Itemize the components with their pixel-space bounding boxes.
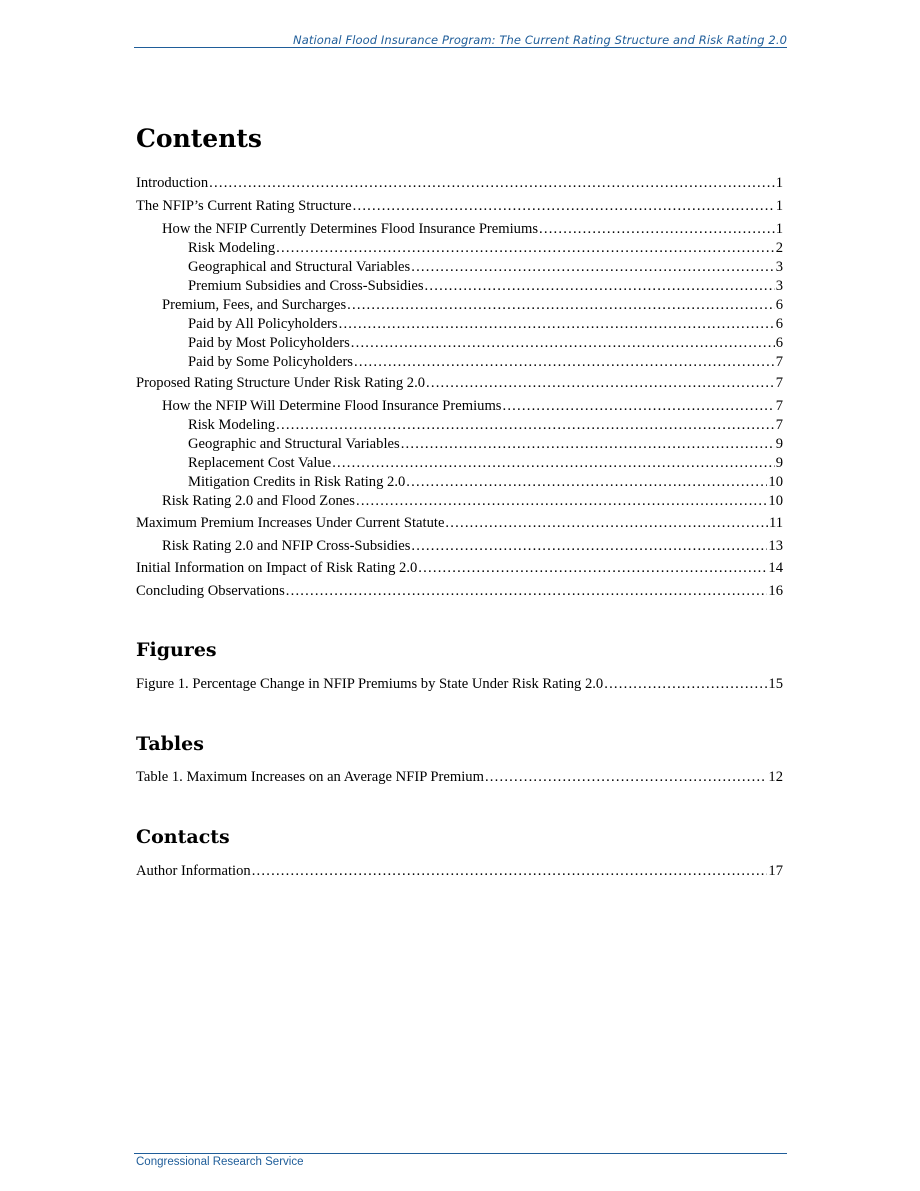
toc-entry[interactable] <box>136 173 783 193</box>
figure-entry-page: 15 <box>768 676 783 692</box>
dot-leader <box>539 219 775 239</box>
toc-entry[interactable] <box>136 581 783 601</box>
table-entry-page: 12 <box>768 769 783 785</box>
dot-leader <box>502 396 774 416</box>
toc-entry-label: How the NFIP Will Determine Flood Insurance Premiums <box>162 398 502 414</box>
toc-entry-page: 14 <box>768 560 783 576</box>
toc-entry-page: 1 <box>775 198 783 214</box>
contact-entry[interactable] <box>136 861 783 881</box>
toc-entry[interactable] <box>136 295 783 315</box>
toc-entry-label: Paid by All Policyholders <box>188 316 338 332</box>
footer-publisher: Congressional Research Service <box>136 1156 304 1168</box>
dot-leader <box>411 536 767 556</box>
toc-entry-label: Risk Rating 2.0 and NFIP Cross-Subsidies <box>162 538 411 554</box>
dot-leader <box>426 373 775 393</box>
running-header: National Flood Insurance Program: The Current Rating Structure and Risk Rating 2.0 <box>293 33 787 47</box>
dot-leader <box>411 257 774 277</box>
toc-entry[interactable] <box>136 491 783 511</box>
figures-heading: Figures <box>136 639 217 661</box>
dot-leader <box>252 861 768 881</box>
contact-entry-page: 17 <box>768 863 783 879</box>
toc-entry-label: Introduction <box>136 175 209 191</box>
toc-entry[interactable] <box>136 453 783 473</box>
toc-entry-page: 1 <box>775 221 783 237</box>
toc-entry-page: 3 <box>775 259 783 275</box>
toc-entry-label: Replacement Cost Value <box>188 455 332 471</box>
dot-leader <box>209 173 775 193</box>
toc-entry-page: 3 <box>775 278 783 294</box>
toc-entry-label: Proposed Rating Structure Under Risk Rating 2.0 <box>136 375 426 391</box>
dot-leader <box>356 491 767 511</box>
toc-entry-label: Risk Modeling <box>188 417 276 433</box>
toc-entry-page: 11 <box>768 515 783 531</box>
toc-entry-label: Premium, Fees, and Surcharges <box>162 297 347 313</box>
toc-entry[interactable] <box>136 196 783 216</box>
toc-entry[interactable] <box>136 219 783 239</box>
dot-leader <box>347 295 775 315</box>
dot-leader <box>276 415 775 435</box>
toc-entry-label: The NFIP’s Current Rating Structure <box>136 198 352 214</box>
table-entry[interactable] <box>136 767 783 787</box>
toc-entry-label: Paid by Most Policyholders <box>188 335 350 351</box>
figure-entry-label: Figure 1. Percentage Change in NFIP Premiums by State Under Risk Rating 2.0 <box>136 676 604 692</box>
dot-leader <box>276 238 775 258</box>
table-entry-label: Table 1. Maximum Increases on an Average NFIP Premium <box>136 769 484 785</box>
dot-leader <box>604 674 767 694</box>
toc-entry-label: Geographic and Structural Variables <box>188 436 400 452</box>
toc-entry[interactable] <box>136 352 783 372</box>
toc-entry-page: 6 <box>775 297 783 313</box>
dot-leader <box>354 352 775 372</box>
toc-entry[interactable] <box>136 536 783 556</box>
toc-entry-page: 7 <box>775 417 783 433</box>
toc-entry[interactable] <box>136 314 783 334</box>
toc-entry[interactable] <box>136 276 783 296</box>
toc-entry-page: 16 <box>768 583 783 599</box>
toc-entry-page: 13 <box>768 538 783 554</box>
contact-entry-label: Author Information <box>136 863 251 879</box>
toc-entry-label: Geographical and Structural Variables <box>188 259 411 275</box>
toc-entry-page: 2 <box>775 240 783 256</box>
toc-entry-label: How the NFIP Currently Determines Flood Insurance Premiums <box>162 221 539 237</box>
dot-leader <box>332 453 775 473</box>
toc-entry-page: 6 <box>775 316 783 332</box>
toc-entry-label: Initial Information on Impact of Risk Rating 2.0 <box>136 560 418 576</box>
toc-entry[interactable] <box>136 513 783 533</box>
tables-heading: Tables <box>136 733 204 755</box>
toc-entry-page: 7 <box>775 375 783 391</box>
toc-entry-page: 1 <box>775 175 783 191</box>
toc-entry-label: Risk Modeling <box>188 240 276 256</box>
dot-leader <box>485 767 767 787</box>
toc-entry[interactable] <box>136 434 783 454</box>
dot-leader <box>425 276 775 296</box>
toc-entry-page: 10 <box>768 474 783 490</box>
contacts-heading: Contacts <box>136 826 230 848</box>
toc-entry-label: Mitigation Credits in Risk Rating 2.0 <box>188 474 406 490</box>
dot-leader <box>286 581 768 601</box>
dot-leader <box>406 472 767 492</box>
toc-entry-page: 6 <box>775 335 783 351</box>
toc-entry-page: 9 <box>775 455 783 471</box>
contents-heading: Contents <box>136 124 263 153</box>
toc-entry[interactable] <box>136 472 783 492</box>
toc-entry-label: Risk Rating 2.0 and Flood Zones <box>162 493 355 509</box>
toc-entry[interactable] <box>136 373 783 393</box>
toc-entry[interactable] <box>136 238 783 258</box>
toc-entry[interactable] <box>136 257 783 277</box>
toc-entry-label: Paid by Some Policyholders <box>188 354 353 370</box>
dot-leader <box>351 333 775 353</box>
toc-entry-page: 7 <box>775 354 783 370</box>
footer-rule <box>134 1153 787 1154</box>
dot-leader <box>401 434 775 454</box>
toc-entry-page: 10 <box>768 493 783 509</box>
toc-entry-label: Concluding Observations <box>136 583 285 599</box>
dot-leader <box>445 513 768 533</box>
header-rule <box>134 47 787 48</box>
toc-entry-label: Maximum Premium Increases Under Current Statute <box>136 515 445 531</box>
toc-entry-label: Premium Subsidies and Cross-Subsidies <box>188 278 424 294</box>
toc-entry[interactable] <box>136 558 783 578</box>
toc-entry-page: 7 <box>775 398 783 414</box>
toc-entry[interactable] <box>136 333 783 353</box>
dot-leader <box>418 558 767 578</box>
toc-entry[interactable] <box>136 396 783 416</box>
dot-leader <box>339 314 775 334</box>
toc-entry-page: 9 <box>775 436 783 452</box>
figure-entry[interactable] <box>136 674 783 694</box>
dot-leader <box>353 196 775 216</box>
toc-entry[interactable] <box>136 415 783 435</box>
